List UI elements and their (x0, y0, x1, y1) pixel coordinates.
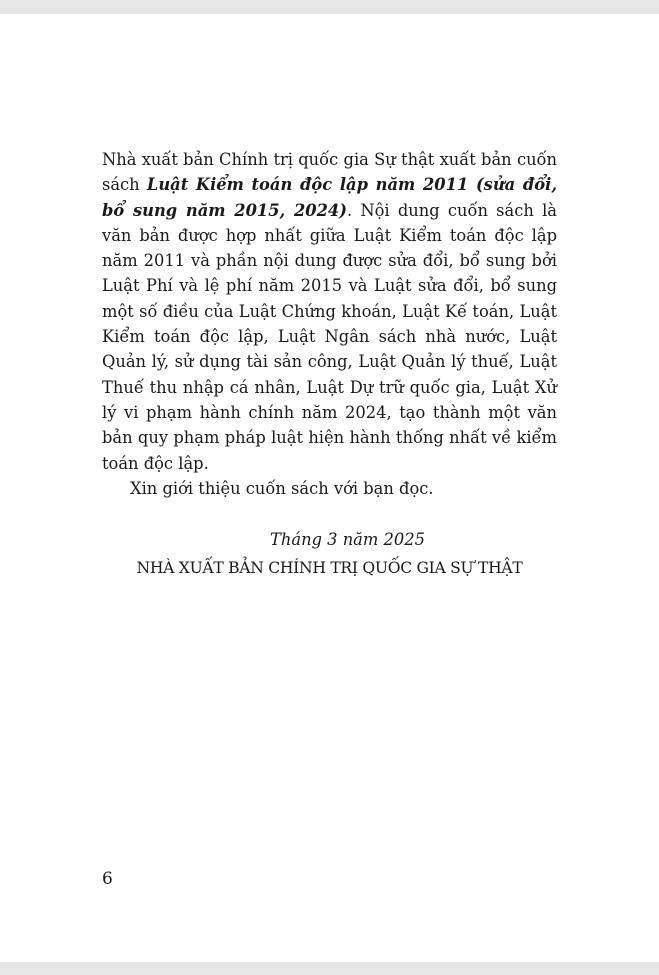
preface-text (102, 147, 557, 501)
signoff (102, 526, 557, 582)
book-title: Luật Kiểm toán độc lập năm 2011 (sửa đổi, bổ sung năm 2015, 2024) (102, 175, 558, 220)
intro-paragraph (102, 147, 557, 476)
page-number: 6 (102, 869, 113, 889)
signoff-date: Tháng 3 năm 2025 (270, 530, 425, 549)
intro-paragraph-start: Nhà xuất bản Chính trị quốc gia Sự thật xuất bản cuốn sách (102, 150, 557, 195)
closing-paragraph: Xin giới thiệu cuốn sách với bạn đọc. (130, 478, 434, 498)
signoff-publisher: NHÀ XUẤT BẢN CHÍNH TRỊ QUỐC GIA SỰ THẬT (136, 559, 523, 577)
intro-paragraph-end: . Nội dung cuốn sách là văn bản được hợp nhất giữa Luật Kiểm toán độc lập năm 2011 và phần nội dung được sửa đổi, bổ sung bởi Luật Phí và lệ phí năm 2015 và Luật sửa đổi, bổ sung một số điều của Luật Chứng khoán, Luật Kế toán, Luật Kiểm toán độc lập, Luật Ngân sách nhà nước, Luật Quản lý, sử dụng tài sản công, Luật Quản lý thuế, Luật Thuế thu nhập cá nhân, Luật Dự trữ quốc gia, Luật Xử lý vi phạm hành chính năm 2024, tạo thành một văn bản quy phạm pháp luật hiện hành thống nhất về kiểm toán độc lập. (102, 200, 557, 473)
book-page (0, 14, 659, 962)
